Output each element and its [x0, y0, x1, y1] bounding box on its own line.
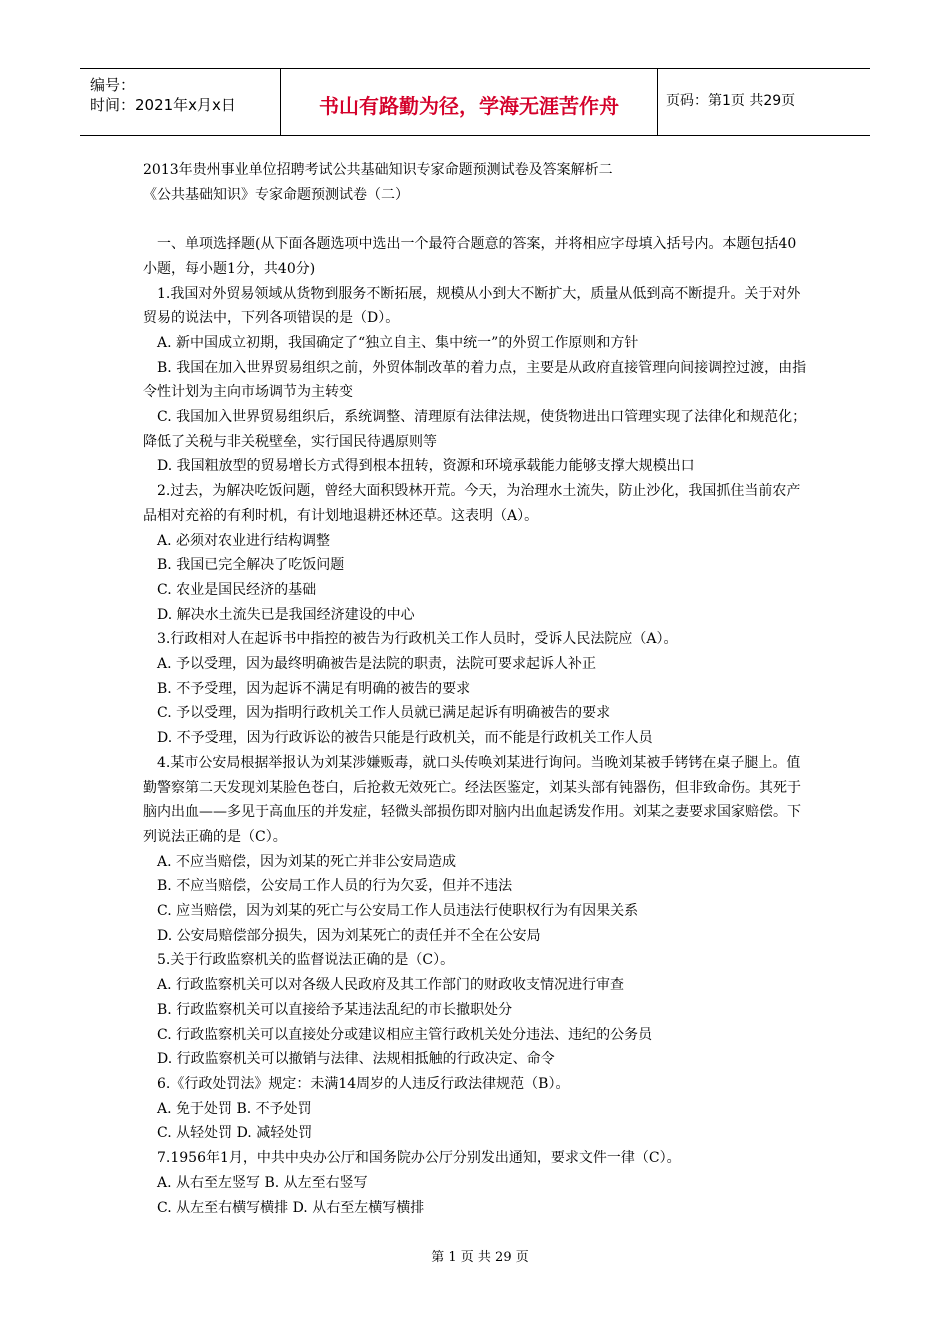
section-intro: 一、单项选择题(从下面各题选项中选出一个最符合题意的答案，并将相应字母填入括号内。本题包括40小题，每小题1分，共40分): [143, 236, 797, 277]
header-page-info: 页码：第1页 共29页: [666, 93, 796, 109]
question-option: D. 我国粗放型的贸易增长方式得到根本扭转，资源和环境承载能力能够支撑大规模出口: [157, 458, 695, 475]
header-motto: 书山有路勤为径，学海无涯苦作舟: [281, 69, 658, 135]
question-option: D. 公安局赔偿部分损失，因为刘某死亡的责任并不全在公安局: [157, 927, 541, 944]
question-option: D. 解决水土流失已是我国经济建设的中心: [157, 606, 415, 623]
document-body: [143, 158, 808, 1220]
question-stem: 5.关于行政监察机关的监督说法正确的是（C）。: [157, 952, 455, 969]
question-option: A. 必须对农业进行结构调整: [157, 532, 331, 549]
question-option: C. 我国加入世界贸易组织后，系统调整、清理原有法律法规，使货物进出口管理实现了法律化和规范化；降低了关税与非关税壁垒，实行国民待遇原则等: [143, 409, 807, 450]
question-option: A. 行政监察机关可以对各级人民政府及其工作部门的财政收支情况进行审查: [157, 977, 625, 994]
question-option: B. 不应当赔偿，公安局工作人员的行为欠妥，但并不违法: [157, 878, 513, 895]
question-stem: 4.某市公安局根据举报认为刘某涉嫌贩毒，就口头传唤刘某进行询问。当晚刘某被手铐铐在桌子腿上。值勤警察第二天发现刘某脸色苍白，后抢救无效死亡。经法医鉴定，刘某头部有钝器伤，但非致命伤。其死于脑内出血——多见于高血压的并发症，轻微头部损伤即对脑内出血起诱发作用。刘某之妻要求国家赔偿。下列说法正确的是（C）。: [143, 754, 801, 845]
question-option: B. 我国已完全解决了吃饭问题: [157, 557, 345, 574]
question-option: C. 从左至右横写横排 D. 从右至左横写横排: [157, 1199, 425, 1216]
question-stem: 7.1956年1月，中共中央办公厅和国务院办公厅分别发出通知，要求文件一律（C）。: [157, 1150, 681, 1167]
question-option: C. 行政监察机关可以直接处分或建议相应主管行政机关处分违法、违纪的公务员: [157, 1026, 653, 1043]
question-option: A. 不应当赔偿，因为刘某的死亡并非公安局造成: [157, 853, 457, 870]
question-option: A. 新中国成立初期，我国确定了“独立自主、集中统一”的外贸工作原则和方针: [157, 334, 639, 351]
question-option: D. 不予受理，因为行政诉讼的被告只能是行政机关，而不能是行政机关工作人员: [157, 730, 653, 747]
question-stem: 3.行政相对人在起诉书中指控的被告为行政机关工作人员时，受诉人民法院应（A）。: [157, 631, 678, 648]
header-number: 编号：: [90, 76, 136, 94]
question-option: B. 我国在加入世界贸易组织之前，外贸体制改革的着力点，主要是从政府直接管理向间接调控过渡，由指令性计划为主向市场调节为主转变: [143, 359, 807, 401]
question-option: C. 应当赔偿，因为刘某的死亡与公安局工作人员违法行使职权行为有因果关系: [157, 903, 639, 920]
question-option: C. 农业是国民经济的基础: [157, 581, 317, 598]
page-footer: 第 1 页 共 29 页: [431, 1250, 529, 1265]
question-option: C. 予以受理，因为指明行政机关工作人员就已满足起诉有明确被告的要求: [157, 705, 611, 722]
question-option: C. 从轻处罚 D. 减轻处罚: [157, 1125, 313, 1142]
header-meta: [80, 69, 281, 135]
question-option: B. 行政监察机关可以直接给予某违法乱纪的市长撤职处分: [157, 1001, 513, 1018]
document-title: 2013年贵州事业单位招聘考试公共基础知识专家命题预测试卷及答案解析二: [143, 162, 613, 178]
question-stem: 1.我国对外贸易领域从货物到服务不断拓展，规模从小到大不断扩大，质量从低到高不断提升。关于对外贸易的说法中，下列各项错误的是（D）。: [143, 285, 801, 327]
question-stem: 2.过去，为解决吃饭问题，曾经大面积毁林开荒。今天，为治理水土流失，防止沙化，我国抓住当前农产品相对充裕的有利时机，有计划地退耕还林还草。这表明（A）。: [143, 483, 801, 524]
question-option: A. 从右至左竖写 B. 从左至右竖写: [157, 1174, 368, 1191]
question-option: D. 行政监察机关可以撤销与法律、法规相抵触的行政决定、命令: [157, 1051, 555, 1068]
spacer: [143, 207, 808, 232]
question-option: A. 免于处罚 B. 不予处罚: [157, 1100, 312, 1117]
document-subtitle: 《公共基础知识》专家命题预测试卷（二）: [143, 186, 409, 203]
page-header: [80, 68, 870, 136]
question-option: A. 予以受理，因为最终明确被告是法院的职责，法院可要求起诉人补正: [157, 656, 597, 673]
question-option: B. 不予受理，因为起诉不满足有明确的被告的要求: [157, 680, 471, 697]
header-date: 时间：2021年x月x日: [90, 96, 236, 114]
question-stem: 6.《行政处罚法》规定：未满14周岁的人违反行政法律规范（B）。: [157, 1076, 570, 1092]
